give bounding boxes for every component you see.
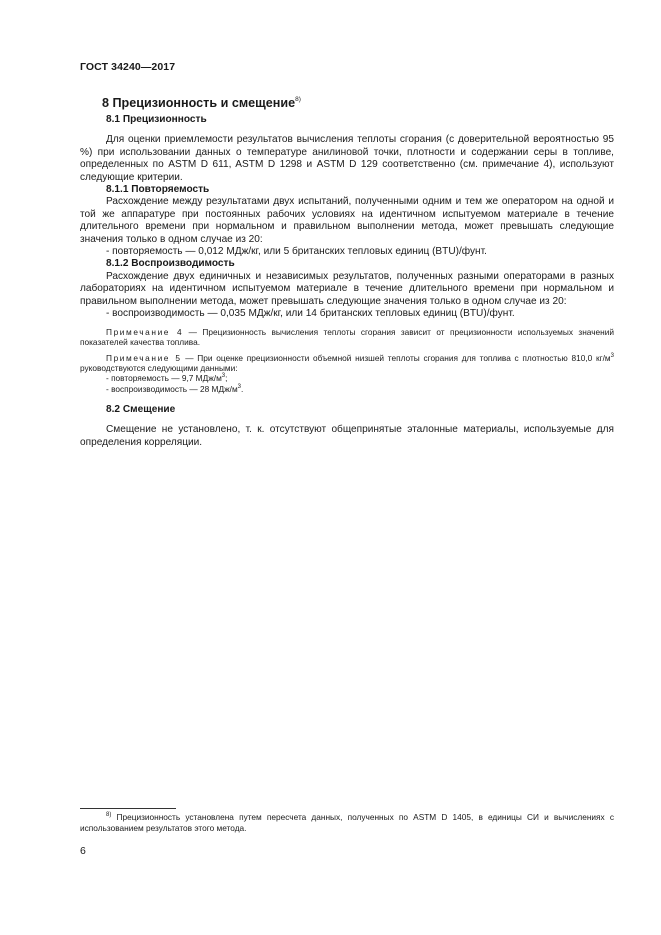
section-8-1-paragraph: Для оценки приемлемости результатов вычисления теплоты сгорания (с доверительной вероятностью 95 %) при использовании данных о температуре анилиновой точки, плотности и содержании серы в топливе, определенных по ASTM D 611, ASTM D 1298 и ASTM D 129 соответственно (см. примечание 4), используют следующие критерии.	[80, 134, 614, 183]
section-8-1-2-paragraph: Расхождение двух единичных и независимых результатов, полученных разными операторами в разных лабораториях на идентичном испытуемом материале в течение длительного времени при нормальном и правильном выполнении метода, может превышать следующие значения только в одном случае из 20:	[80, 270, 614, 307]
note-5-item-2-sup: 3	[237, 383, 241, 390]
section-8-1-1-paragraph: Расхождение между результатами двух испытаний, полученными одним и тем же оператором на одной и той же аппаратуре при постоянных рабочих условиях на идентичном испытуемом материале в течение длительного времени при нормальном и правильном выполнении метода, может превышать следующие значения только в одном случае из 20:	[80, 196, 614, 245]
section-8-title: 8 Прецизионность и смещение	[102, 96, 296, 110]
footnote-text: Прецизионность установлена путем пересчета данных, полученных по ASTM D 1405, в единицы СИ и вычислениях с использованием результатов этого метода.	[80, 812, 614, 833]
note-5-item-1-text: - повторяемость — 9,7 МДж/м	[106, 373, 222, 384]
note-5-item-1-end: ;	[225, 373, 228, 384]
note-5-label: Примечание 5	[106, 352, 182, 363]
note-4	[80, 327, 614, 347]
page-number: 6	[80, 845, 86, 857]
note-4-label: Примечание 4	[106, 326, 184, 337]
footnote-divider	[80, 808, 176, 809]
note-5-text-a: — При оценке прецизионности объемной низшей теплоты сгорания для топлива с плотностью 810,0 кг/м	[181, 352, 611, 363]
note-5-item-1	[106, 373, 614, 383]
note-5-item-2-end: .	[241, 383, 244, 394]
section-8-1-title: 8.1 Прецизионность	[106, 114, 207, 125]
reproducibility-item: - воспроизводимость — 0,035 МДж/кг, или 14 британских тепловых единиц (BTU)/фунт.	[106, 308, 515, 320]
section-8-2-title: 8.2 Смещение	[106, 403, 176, 415]
note-5-item-2	[106, 384, 614, 394]
section-8-1-1-title: 8.1.1 Повторяемость	[106, 184, 210, 196]
page-content	[80, 92, 614, 449]
note-5-item-1-sup: 3	[221, 373, 226, 380]
note-4-text: — Прецизионность вычисления теплоты сгорания зависит от прецизионности используемых значений показателей качества топлива.	[80, 326, 614, 347]
document-code: ГОСТ 34240—2017	[80, 61, 176, 73]
footnote-ref-8: 8)	[295, 96, 301, 103]
note-5-sup: 3	[610, 352, 614, 359]
section-8-2-paragraph: Смещение не установлено, т. к. отсутствуют общепринятые эталонные материалы, используемые для определения корреляции.	[80, 424, 614, 448]
section-8-1-2-title: 8.1.2 Воспроизводимость	[106, 258, 235, 270]
section-8-heading	[102, 92, 614, 108]
footnote-8	[80, 812, 614, 834]
note-5-text-b: руководствуются следующими данными:	[80, 363, 238, 374]
note-5	[80, 353, 614, 373]
footnote-mark: 8)	[106, 812, 112, 818]
repeatability-item: - повторяемость — 0,012 МДж/кг, или 5 британских тепловых единиц (BTU)/фунт.	[106, 246, 487, 258]
note-5-item-2-text: - воспроизводимость — 28 МДж/м	[106, 383, 238, 394]
